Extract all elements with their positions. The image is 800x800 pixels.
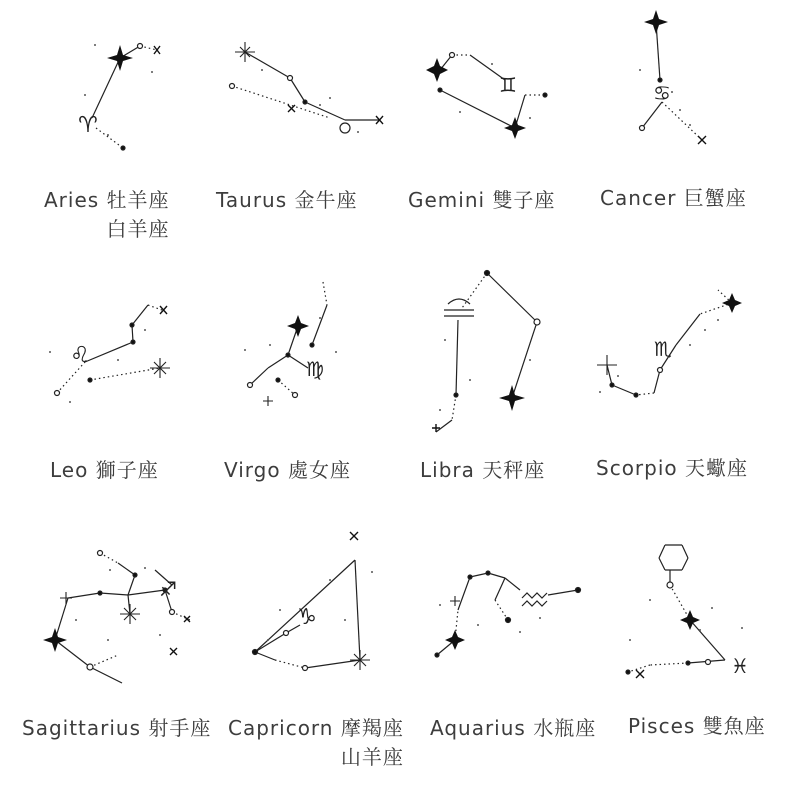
scorpio-name: Scorpio (596, 456, 678, 480)
sagittarius-chinese: 射手座 (148, 716, 212, 740)
sagittarius-name: Sagittarius (22, 716, 142, 740)
leo-symbol-icon: ♌ (70, 343, 90, 368)
taurus-chinese: 金牛座 (294, 188, 358, 212)
capricorn-name: Capricorn (228, 716, 334, 740)
label-aquarius (430, 712, 596, 741)
sagittarius-constellation (55, 551, 190, 684)
label-cancer (600, 182, 747, 211)
star-icon (426, 58, 448, 82)
label-gemini (408, 184, 555, 213)
star-icon (43, 628, 67, 652)
aries-chinese: 牡羊座 (106, 188, 170, 212)
capricorn-chinese-alt: 山羊座 (340, 745, 404, 769)
taurus-name: Taurus (216, 188, 288, 212)
label-libra (420, 454, 545, 483)
gemini-name: Gemini (408, 188, 486, 212)
taurus-constellation (230, 52, 381, 133)
virgo-symbol-icon: ♍ (306, 357, 324, 381)
star-icon (499, 385, 525, 411)
label-sagittarius (22, 712, 211, 741)
label-pisces (628, 710, 766, 739)
label-taurus (216, 184, 358, 213)
pisces-chinese: 雙魚座 (702, 714, 766, 738)
label-scorpio (596, 452, 748, 481)
libra-chinese: 天秤座 (482, 458, 546, 482)
label-virgo (224, 454, 351, 483)
capricorn-symbol-icon: ♑ (297, 605, 317, 630)
aquarius-name: Aquarius (430, 716, 526, 740)
virgo-name: Virgo (224, 458, 281, 482)
star-icon (504, 117, 526, 139)
capricorn-chinese: 摩羯座 (340, 716, 404, 740)
star-icon (680, 610, 700, 630)
cancer-chinese: 巨蟹座 (683, 186, 747, 210)
aquarius-chinese: 水瓶座 (533, 716, 597, 740)
scorpio-chinese: 天蠍座 (685, 456, 748, 480)
aries-name: Aries (44, 188, 100, 212)
cancer-name: Cancer (600, 186, 677, 210)
sagittarius-symbol-icon: ♐ (159, 577, 177, 601)
leo-chinese: 獅子座 (95, 458, 159, 482)
star-icon (287, 315, 309, 337)
star-icon (107, 45, 133, 71)
pisces-symbol-icon: ♓ (731, 654, 749, 678)
virgo-chinese: 處女座 (287, 458, 351, 482)
label-capricorn (228, 712, 404, 770)
libra-constellation (436, 271, 540, 433)
aries-chinese-alt: 白羊座 (106, 217, 170, 241)
pisces-name: Pisces (628, 714, 696, 738)
label-leo (50, 454, 159, 483)
libra-name: Libra (420, 458, 475, 482)
label-aries (44, 184, 170, 242)
gemini-symbol-icon: ♊ (499, 73, 517, 97)
gemini-chinese: 雙子座 (492, 188, 556, 212)
aries-symbol-icon: ♈ (78, 113, 98, 138)
star-icon (445, 630, 465, 650)
leo-name: Leo (50, 458, 89, 482)
scorpio-symbol-icon: ♏ (654, 337, 672, 361)
pisces-constellation (626, 545, 725, 674)
cancer-symbol-icon: ♋ (653, 81, 671, 105)
star-icon (644, 10, 668, 34)
